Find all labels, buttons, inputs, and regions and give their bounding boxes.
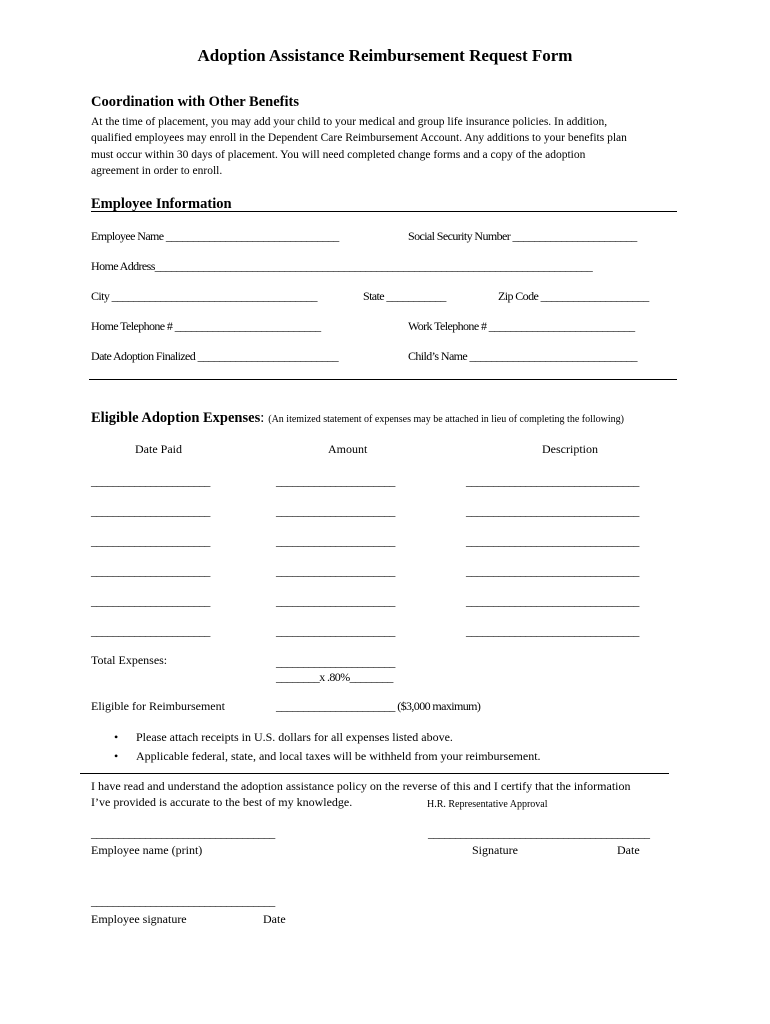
child-name-field[interactable]: Child’s Name _______________________________ — [408, 349, 637, 363]
coordination-paragraph — [91, 114, 691, 179]
employee-info-rule — [91, 211, 677, 212]
bullet-dot: • — [114, 749, 119, 763]
page-title: Adoption Assistance Reimbursement Request Form — [197, 46, 573, 65]
total-expenses-label: Total Expenses: — [91, 653, 168, 667]
expense-date-blank[interactable]: ______________________ — [91, 534, 210, 548]
expense-date-blank[interactable]: ______________________ — [91, 504, 210, 518]
expenses-heading: Eligible Adoption Expenses — [91, 410, 261, 426]
coordination-line-3: must occur within 30 days of placement. You will need completed change forms and a copy of the adoption — [91, 148, 586, 161]
expenses-note: (An itemized statement of expenses may be attached in lieu of completing the following) — [268, 414, 624, 425]
home-telephone-field[interactable]: Home Telephone # ___________________________ — [91, 319, 321, 333]
eligible-label: Eligible for Reimbursement — [91, 699, 225, 713]
expense-amount-blank[interactable]: ______________________ — [276, 594, 395, 608]
certification-line-1: I have read and understand the adoption assistance policy on the reverse of this and I certify that the information — [91, 779, 631, 793]
col-description: Description — [542, 442, 598, 456]
bullet-dot: • — [114, 730, 119, 744]
expense-date-blank[interactable]: ______________________ — [91, 474, 210, 488]
expense-desc-blank[interactable]: ________________________________ — [466, 624, 639, 638]
zip-field[interactable]: Zip Code ____________________ — [498, 289, 649, 303]
home-address-field[interactable]: Home Address_________________________________________________________________________________ — [91, 259, 593, 273]
bullet-receipts: Please attach receipts in U.S. dollars for all expenses listed above. — [136, 730, 453, 744]
date-finalized-field[interactable]: Date Adoption Finalized __________________________ — [91, 349, 338, 363]
expense-date-blank[interactable]: ______________________ — [91, 624, 210, 638]
expense-desc-blank[interactable]: ________________________________ — [466, 534, 639, 548]
employee-date-label: Date — [263, 912, 286, 926]
coordination-line-1: At the time of placement, you may add your child to your medical and group life insurance policies. In addition, — [91, 116, 608, 128]
col-date-paid: Date Paid — [135, 442, 182, 456]
hr-approval-label: H.R. Representative Approval — [427, 799, 548, 810]
employee-name-field[interactable]: Employee Name ________________________________ — [91, 229, 339, 243]
expense-desc-blank[interactable]: ________________________________ — [466, 564, 639, 578]
expense-date-blank[interactable]: ______________________ — [91, 564, 210, 578]
total-expenses-blank[interactable]: ______________________ — [276, 655, 395, 669]
work-telephone-field[interactable]: Work Telephone # ___________________________ — [408, 319, 635, 333]
bullet-taxes: Applicable federal, state, and local taxes will be withheld from your reimbursement. — [136, 749, 541, 763]
coordination-line-4: agreement in order to enroll. — [91, 164, 223, 177]
expense-desc-blank[interactable]: ________________________________ — [466, 474, 639, 488]
expense-desc-blank[interactable]: ________________________________ — [466, 504, 639, 518]
hr-signature-label: Signature — [472, 843, 518, 857]
employee-name-print-label: Employee name (print) — [91, 843, 203, 857]
expense-amount-blank[interactable]: ______________________ — [276, 474, 395, 488]
expense-amount-blank[interactable]: ______________________ — [276, 534, 395, 548]
expenses-heading-row — [91, 409, 624, 427]
expense-desc-blank[interactable]: ________________________________ — [466, 594, 639, 608]
employee-name-print-blank[interactable]: __________________________________ — [91, 826, 275, 840]
employee-info-bottom-rule — [89, 379, 677, 380]
eligible-blank[interactable]: ______________________ ($3,000 maximum) — [276, 699, 481, 713]
hr-date-label: Date — [617, 843, 640, 857]
city-field[interactable]: City ______________________________________ — [91, 289, 317, 303]
expense-amount-blank[interactable]: ______________________ — [276, 624, 395, 638]
coordination-line-2: qualified employees may enroll in the Dependent Care Reimbursement Account. Any additions to your benefits plan — [91, 132, 627, 145]
ssn-field[interactable]: Social Security Number _______________________ — [408, 229, 637, 243]
expenses-colon: : — [260, 410, 265, 426]
col-amount: Amount — [328, 442, 368, 456]
expense-amount-blank[interactable]: ______________________ — [276, 564, 395, 578]
state-field[interactable]: State ___________ — [363, 289, 446, 303]
multiplier-line: ________x .80%________ — [276, 670, 393, 684]
coordination-heading: Coordination with Other Benefits — [91, 94, 299, 110]
employee-signature-label: Employee signature — [91, 912, 187, 926]
certification-rule — [80, 773, 669, 774]
expense-date-blank[interactable]: ______________________ — [91, 594, 210, 608]
expense-amount-blank[interactable]: ______________________ — [276, 504, 395, 518]
employee-info-heading: Employee Information — [91, 196, 232, 212]
employee-signature-blank[interactable]: __________________________________ — [91, 894, 275, 908]
hr-signature-blank[interactable]: _________________________________________ — [428, 826, 650, 840]
certification-line-2: I’ve provided is accurate to the best of my knowledge. — [91, 795, 353, 809]
